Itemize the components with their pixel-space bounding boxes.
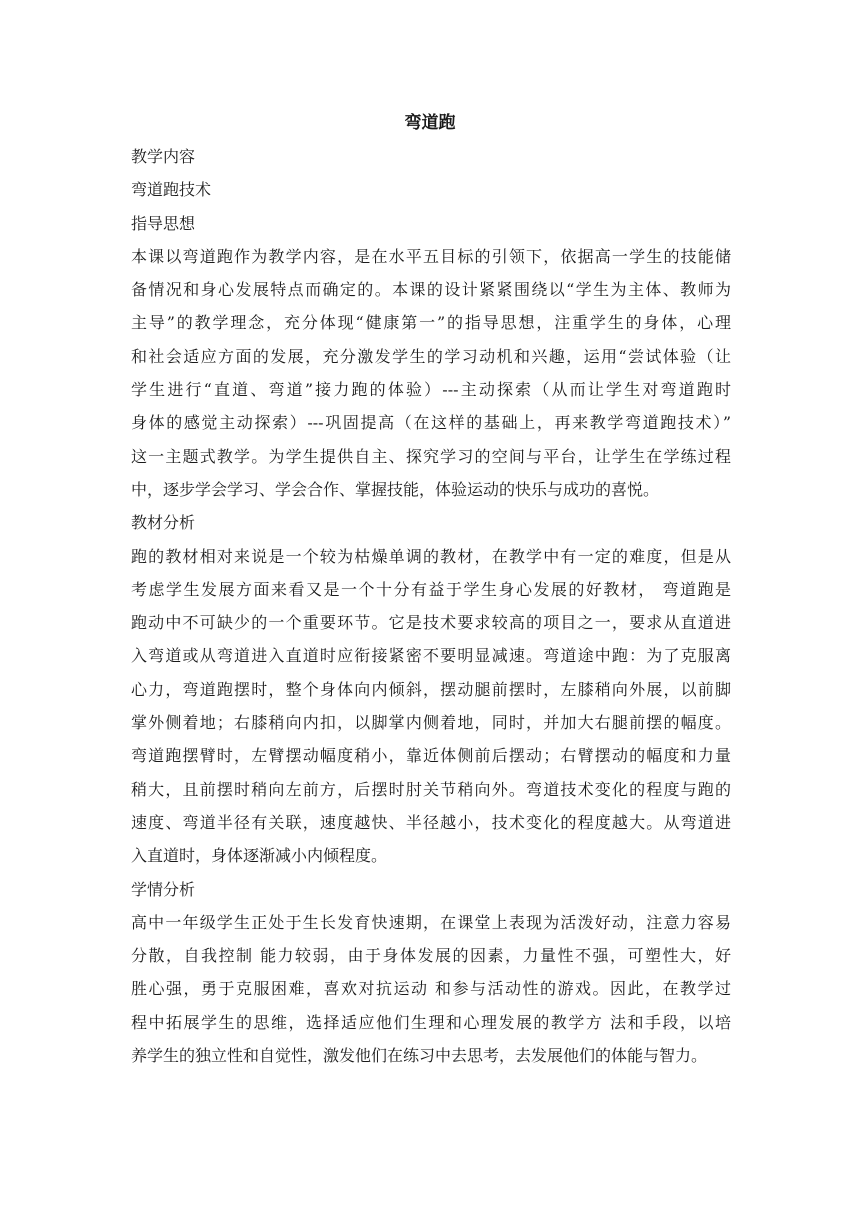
document-body bbox=[131, 140, 731, 1072]
paragraph-line: 速度、弯道半径有关联，速度越快、半径越小，技术变化的程度越大。从弯道进 bbox=[131, 812, 731, 832]
paragraph-line: 跑的教材相对来说是一个较为枯燥单调的教材，在教学中有一定的难度，但是从 bbox=[131, 546, 731, 566]
paragraph-line: 入直道时，身体逐渐减小内倾程度。 bbox=[131, 846, 388, 866]
section-heading: 学情分析 bbox=[131, 879, 196, 899]
paragraph-line: 入弯道或从弯道进入直道时应衔接紧密不要明显减速。弯道途中跑：为了克服离 bbox=[131, 646, 731, 666]
section-heading: 指导思想 bbox=[131, 213, 196, 233]
paragraph-line: 和社会适应方面的发展，充分激发学生的学习动机和兴趣，运用“尝试体验（让 bbox=[131, 346, 731, 366]
paragraph-line: 弯道跑技术 bbox=[131, 180, 212, 200]
paragraph-line: 弯道跑摆臂时，左臂摆动幅度稍小，靠近体侧前后摆动；右臂摆动的幅度和力量 bbox=[131, 746, 731, 766]
paragraph-line: 程中拓展学生的思维，选择适应他们生理和心理发展的教学方 法和手段，以培 bbox=[131, 1012, 731, 1032]
paragraph-line: 胜心强，勇于克服困难，喜欢对抗运动 和参与活动性的游戏。因此，在教学过 bbox=[131, 979, 731, 999]
paragraph-line: 主导”的教学理念，充分体现“健康第一”的指导思想，注重学生的身体，心理 bbox=[131, 313, 731, 333]
section-heading: 教材分析 bbox=[131, 513, 196, 533]
paragraph-line: 分散，自我控制 能力较弱，由于身体发展的因素，力量性不强，可塑性大，好 bbox=[131, 946, 731, 966]
section-heading: 教学内容 bbox=[131, 147, 196, 166]
paragraph-line: 本课以弯道跑作为教学内容，是在水平五目标的引领下，依据高一学生的技能储 bbox=[131, 246, 731, 266]
paragraph-line: 中，逐步学会学习、学会合作、掌握技能，体验运动的快乐与成功的喜悦。 bbox=[131, 479, 660, 499]
document-title: 弯道跑 bbox=[404, 113, 456, 133]
paragraph-line: 备情况和身心发展特点而确定的。本课的设计紧紧围绕以“学生为主体、教师为 bbox=[131, 280, 731, 300]
paragraph-line: 稍大，且前摆时稍向左前方，后摆时肘关节稍向外。弯道技术变化的程度与跑的 bbox=[131, 779, 731, 799]
paragraph-line: 身体的感觉主动探索）---巩固提高（在这样的基础上，再来教学弯道跑技术）” bbox=[131, 413, 731, 433]
paragraph-line: 跑动中不可缺少的一个重要环节。它是技术要求较高的项目之一，要求从直道进 bbox=[131, 613, 731, 633]
paragraph-line: 掌外侧着地；右膝稍向内扣，以脚掌内侧着地，同时，并加大右腿前摆的幅度。 bbox=[131, 713, 731, 733]
paragraph-line: 心力，弯道跑摆时，整个身体向内倾斜，摆动腿前摆时，左膝稍向外展，以前脚 bbox=[131, 679, 731, 699]
paragraph-line: 学生进行“直道、弯道”接力跑的体验）---主动探索（从而让学生对弯道跑时 bbox=[131, 380, 731, 400]
paragraph-line: 高中一年级学生正处于生长发育快速期，在课堂上表现为活泼好动，注意力容易 bbox=[131, 912, 731, 932]
paragraph-line: 考虑学生发展方面来看又是一个十分有益于学生身心发展的好教材， 弯道跑是 bbox=[131, 579, 731, 599]
paragraph-line: 这一主题式教学。为学生提供自主、探究学习的空间与平台，让学生在学练过程 bbox=[131, 446, 731, 466]
paragraph-line: 养学生的独立性和自觉性，激发他们在练习中去思考，去发展他们的体能与智力。 bbox=[131, 1046, 708, 1066]
